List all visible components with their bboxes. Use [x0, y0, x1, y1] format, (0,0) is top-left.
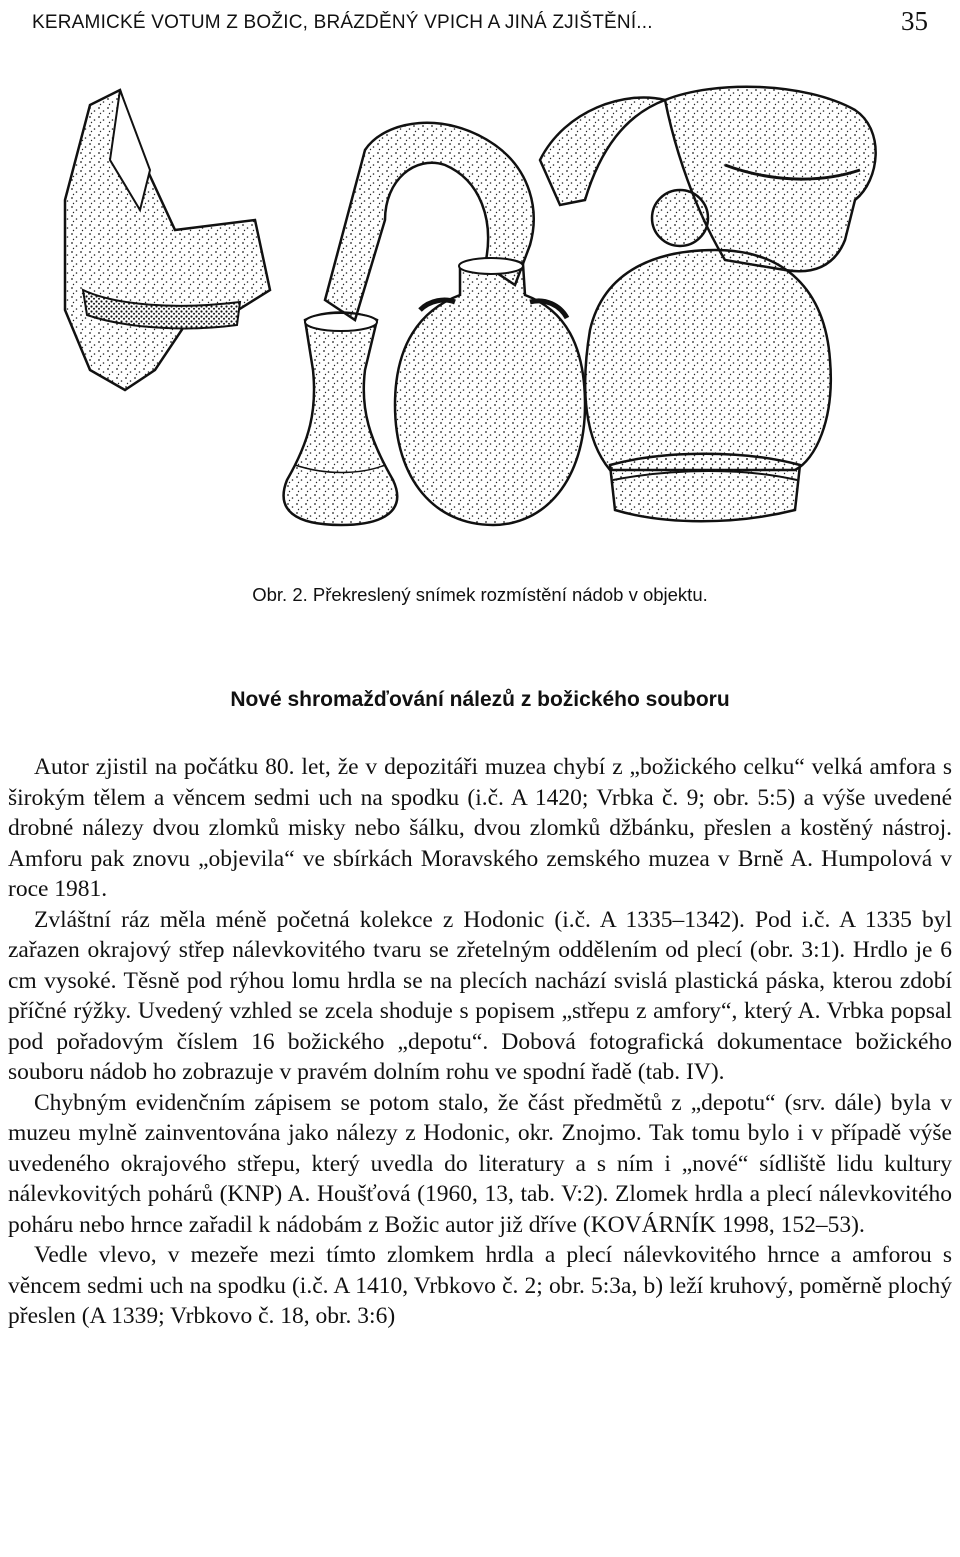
globular-jug	[395, 258, 585, 525]
paragraph: Vedle vlevo, v mezeře mezi tímto zlomkem hrdla a plecí nálevkovitého hrnce a amforou s věncem sedmi uch na spodku (i.č. A 1410, Vrbkovo č. 2; obr. 5:3a, b) leží kruhový, poměrně plochý přeslen (A 1339; Vrbkovo č. 18, obr. 3:6)	[8, 1242, 952, 1329]
narrow-neck-bottle	[284, 313, 398, 526]
page-header	[32, 6, 928, 42]
body-text	[8, 752, 952, 1332]
paragraph: Autor zjistil na počátku 80. let, že v depozitáři muzea chybí z „božického celku“ velká amfora s širokým tělem a věncem sedmi uch na spodku (i.č. A 1420; Vrbka č. 9; obr. 5:5) a výše uvedené drobné nálezy dvou zlomků misky nebo šálku, dvou zlomků džbánku, přeslen a kostěný nástroj. Amforu pak znovu „objevila“ ve sbírkách Moravského zemského muzea v Brně A. Humpolová v roce 1981.	[8, 754, 952, 902]
vessel-drawing-figure	[25, 70, 935, 560]
left-sherd-fragments	[65, 90, 270, 390]
page-number: 35	[901, 6, 928, 36]
large-amphora	[585, 87, 875, 522]
section-heading: Nové shromažďování nálezů z božického souboru	[230, 688, 730, 711]
running-title: KERAMICKÉ VOTUM Z BOŽIC, BRÁZDĚNÝ VPICH A JINÁ ZJIŠTĚNÍ...	[32, 12, 653, 33]
paragraph: Zvláštní ráz měla méně početná kolekce z Hodonic (i.č. A 1335–1342). Pod i.č. A 1335 byl zařazen okrajový střep nálevkovitého tvaru se zřetelným oddělením od plecí (obr. 3:1). Hrdlo je 6 cm vysoké. Těsně pod rýhou lomu hrdla se na plecích nachází svislá plastická páska, kterou zdobí příčné rýžky. Uvedený vzhled se zcela shoduje s popisem „střepu z amfory“, který A. Vrbka popsal pod pořadovým číslem 16 božického „depotu“. Dobová fotografická dokumentace božického souboru nádob ho zobrazuje v pravém dolním rohu ve spodní řadě (tab. IV).	[8, 906, 952, 1085]
figure-caption: Obr. 2. Překreslený snímek rozmístění nádob v objektu.	[252, 584, 708, 605]
vessel-drawing	[25, 70, 935, 560]
paragraph: Chybným evidenčním zápisem se potom stalo, že část předmětů z „depotu“ (srv. dále) byla v muzeu mylně zainventována jako nálezy z Hodonic, okr. Znojmo. Tak tomu bylo i v případě výše uvedeného okrajového střepu, který uvedla do literatury a s ním i „nové“ sídliště lidu kultury nálevkovitých pohárů (KNP) A. Houšťová (1960, 13, tab. V:2). Zlomek hrdla a plecí nálevkovitého poháru nebo hrnce zařadil k nádobám z Božic autor již dříve (KOVÁRNÍK 1998, 152–53).	[8, 1089, 952, 1238]
